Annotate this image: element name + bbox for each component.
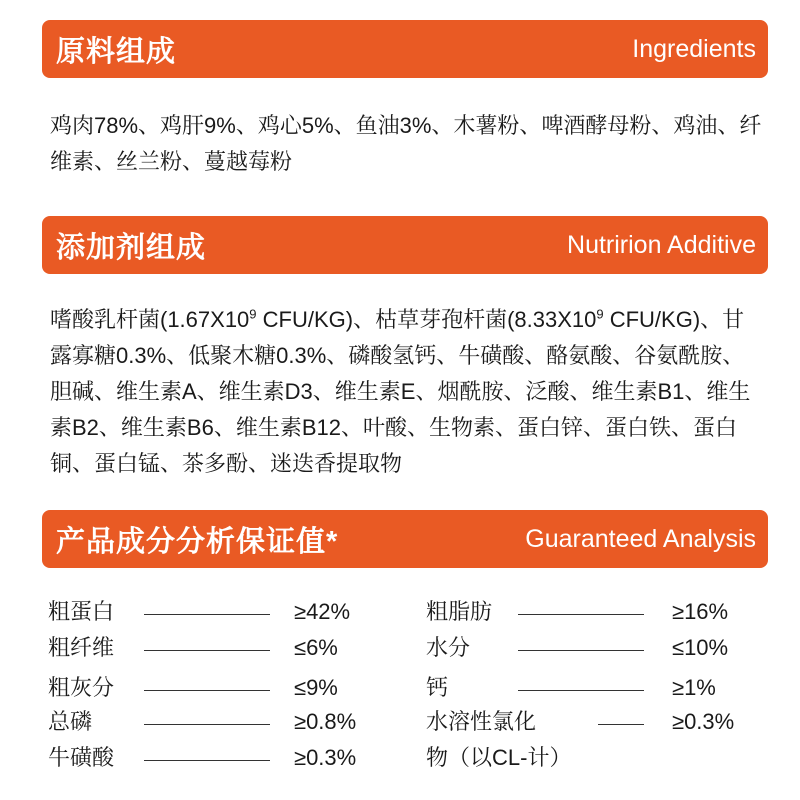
analysis-value: ≥0.3% bbox=[294, 745, 357, 770]
analysis-value: ≤6% bbox=[294, 635, 338, 660]
leader-line bbox=[144, 760, 270, 761]
additive-exponent-2: 9 bbox=[596, 306, 604, 322]
analysis-row-crude-fiber bbox=[48, 630, 388, 666]
analysis-value: ≥0.3% bbox=[672, 709, 735, 734]
analysis-title-zh: 产品成分分析保证值* bbox=[56, 525, 339, 558]
analysis-row-taurine bbox=[48, 740, 388, 776]
analysis-row-chloride-note bbox=[426, 740, 766, 776]
analysis-row-calcium bbox=[426, 670, 766, 706]
leader-line bbox=[598, 724, 644, 725]
analysis-title-en: Guaranteed Analysis bbox=[525, 524, 756, 553]
additive-title-en: Nutririon Additive bbox=[567, 230, 756, 259]
ingredients-text: 鸡肉78%、鸡肝9%、鸡心5%、鱼油3%、木薯粉、啤酒酵母粉、鸡油、纤维素、丝兰粉、蔓越莓粉 bbox=[50, 113, 762, 174]
leader-line bbox=[518, 690, 644, 691]
leader-line bbox=[518, 614, 644, 615]
additive-header bbox=[42, 216, 768, 274]
leader-line bbox=[144, 690, 270, 691]
analysis-label: 总磷 bbox=[48, 709, 93, 734]
leader-line bbox=[144, 724, 270, 725]
analysis-value: ≥42% bbox=[294, 599, 351, 624]
analysis-value: ≥16% bbox=[672, 599, 729, 624]
analysis-label: 粗蛋白 bbox=[48, 599, 115, 624]
analysis-row-water-soluble-chloride bbox=[426, 704, 766, 740]
analysis-row-crude-ash bbox=[48, 670, 388, 706]
ingredients-header bbox=[42, 20, 768, 78]
analysis-value: ≤10% bbox=[672, 635, 729, 660]
analysis-label: 粗脂肪 bbox=[426, 599, 493, 624]
additive-exponent-1: 9 bbox=[249, 306, 257, 322]
analysis-label: 钙 bbox=[426, 675, 449, 700]
leader-line bbox=[144, 650, 270, 651]
analysis-row-crude-protein bbox=[48, 594, 388, 630]
analysis-label: 水溶性氯化 bbox=[426, 709, 537, 734]
analysis-header bbox=[42, 510, 768, 568]
ingredients-title-en: Ingredients bbox=[632, 34, 756, 63]
ingredients-title-zh: 原料组成 bbox=[56, 35, 177, 68]
analysis-label: 牛磺酸 bbox=[48, 745, 115, 770]
analysis-value: ≥1% bbox=[672, 675, 716, 700]
leader-line bbox=[144, 614, 270, 615]
leader-line bbox=[518, 650, 644, 651]
additive-text-part3: CFU/KG)、甘露寡糖0.3%、低聚木糖0.3%、磷酸氢钙、牛磺酸、酪氨酸、谷氨酰胺、胆碱、维生素A、维生素D3、维生素E、烟酰胺、泛酸、维生素B1、维生素B2、维生素B6、维生素B12、叶酸、生物素、蛋白锌、蛋白铁、蛋白铜、蛋白锰、茶多酚、迷迭香提取物 bbox=[50, 307, 751, 476]
analysis-label: 粗灰分 bbox=[48, 675, 115, 700]
analysis-row-crude-fat bbox=[426, 594, 766, 630]
analysis-label: 水分 bbox=[426, 635, 471, 660]
additive-text-part1: 嗜酸乳杆菌(1.67X10 bbox=[50, 307, 250, 332]
analysis-row-moisture bbox=[426, 630, 766, 666]
additive-text bbox=[50, 302, 762, 482]
analysis-value: ≤9% bbox=[294, 675, 338, 700]
analysis-value: ≥0.8% bbox=[294, 709, 357, 734]
analysis-label: 粗纤维 bbox=[48, 635, 115, 660]
analysis-label-continued: 物（以CL-计） bbox=[426, 745, 572, 770]
additive-title-zh: 添加剂组成 bbox=[56, 231, 207, 264]
additive-text-part2: CFU/KG)、枯草芽孢杆菌(8.33X10 bbox=[256, 307, 597, 332]
analysis-row-total-phosphorus bbox=[48, 704, 388, 740]
